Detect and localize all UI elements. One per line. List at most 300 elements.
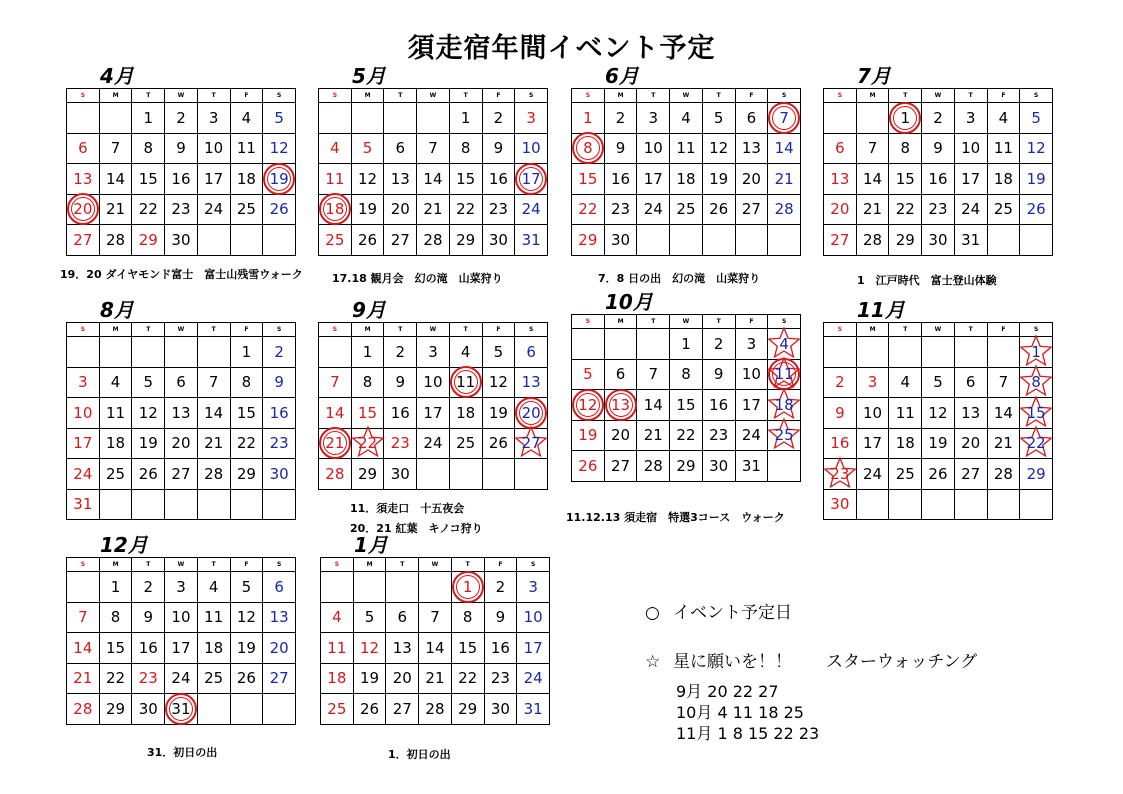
- day-number: 25: [327, 699, 347, 718]
- empty-cell: [954, 489, 987, 520]
- day-number: 9: [274, 373, 284, 392]
- day-cell: [449, 367, 482, 398]
- day-cell: [768, 164, 801, 195]
- day-number: 5: [933, 373, 943, 392]
- weekday-header: F: [987, 89, 1020, 103]
- day-cell: [889, 103, 922, 134]
- day-cell: [351, 428, 384, 459]
- day-cell: [230, 164, 263, 195]
- day-number: 7: [430, 608, 440, 627]
- empty-cell: [353, 572, 386, 603]
- day-number: 28: [73, 699, 93, 718]
- empty-cell: [449, 459, 482, 490]
- day-number: 21: [73, 669, 93, 688]
- month-calendar: [823, 64, 1053, 256]
- day-cell: [922, 428, 955, 459]
- day-number: 12: [578, 395, 598, 414]
- day-cell: [824, 164, 857, 195]
- day-number: 6: [176, 373, 186, 392]
- day-cell: [824, 489, 857, 520]
- day-number: 24: [643, 200, 663, 219]
- day-number: 27: [830, 230, 850, 249]
- month-calendar: [66, 298, 296, 520]
- day-cell: [197, 459, 230, 490]
- day-cell: [735, 194, 768, 225]
- day-cell: [197, 103, 230, 134]
- day-cell: [165, 459, 198, 490]
- day-cell: [67, 164, 100, 195]
- day-cell: [702, 164, 735, 195]
- day-number: 21: [993, 434, 1013, 453]
- day-cell: [824, 459, 857, 490]
- day-number: 7: [78, 608, 88, 627]
- day-cell: [954, 428, 987, 459]
- day-number: 25: [106, 464, 126, 483]
- weekday-header: T: [197, 89, 230, 103]
- day-cell: [132, 398, 165, 429]
- day-cell: [670, 329, 703, 360]
- day-number: 13: [73, 169, 93, 188]
- day-cell: [954, 225, 987, 256]
- day-cell: [132, 663, 165, 694]
- day-cell: [419, 602, 452, 633]
- day-number: 13: [521, 373, 541, 392]
- day-cell: [230, 133, 263, 164]
- day-number: 18: [895, 434, 915, 453]
- day-cell: [922, 194, 955, 225]
- day-cell: [954, 459, 987, 490]
- day-number: 29: [456, 230, 476, 249]
- day-number: 20: [269, 638, 289, 657]
- day-number: 4: [900, 373, 911, 392]
- day-cell: [637, 390, 670, 421]
- day-number: 16: [611, 169, 631, 188]
- day-cell: [230, 194, 263, 225]
- day-cell: [572, 359, 605, 390]
- weekday-header: M: [99, 89, 132, 103]
- month-name: 11月: [857, 298, 905, 322]
- day-number: 11: [325, 169, 345, 188]
- caption-june: 7．8 日の出 幻の滝 山菜狩り: [598, 272, 761, 285]
- day-cell: [702, 103, 735, 134]
- day-number: 22: [456, 200, 476, 219]
- day-cell: [132, 133, 165, 164]
- day-cell: [670, 194, 703, 225]
- legend-star-label: 星に願いを！！ スターウォッチング: [673, 652, 978, 672]
- day-number: 7: [330, 373, 340, 392]
- day-number: 11: [676, 139, 696, 158]
- month-table: [66, 322, 296, 520]
- weekday-header: F: [230, 558, 263, 572]
- empty-cell: [165, 489, 198, 520]
- weekday-header: T: [449, 89, 482, 103]
- day-number: 8: [143, 139, 154, 158]
- day-cell: [386, 694, 419, 725]
- day-number: 7: [648, 365, 659, 384]
- day-cell: [99, 367, 132, 398]
- day-cell: [386, 602, 419, 633]
- day-number: 16: [830, 434, 850, 453]
- day-number: 27: [521, 434, 541, 453]
- day-number: 8: [362, 373, 373, 392]
- day-cell: [517, 602, 550, 633]
- day-number: 25: [236, 200, 256, 219]
- day-number: 8: [681, 365, 691, 384]
- day-number: 20: [961, 434, 981, 453]
- weekday-header: W: [922, 89, 955, 103]
- day-cell: [604, 359, 637, 390]
- day-number: 9: [495, 608, 506, 627]
- weekday-header: T: [889, 323, 922, 337]
- day-cell: [132, 103, 165, 134]
- day-cell: [99, 572, 132, 603]
- day-cell: [922, 459, 955, 490]
- day-number: 30: [269, 464, 289, 483]
- day-cell: [517, 572, 550, 603]
- month-table: [318, 88, 548, 256]
- day-cell: [263, 398, 296, 429]
- day-number: 21: [204, 434, 224, 453]
- day-cell: [637, 359, 670, 390]
- day-number: 17: [204, 169, 224, 188]
- day-number: 3: [176, 577, 186, 596]
- day-number: 12: [488, 373, 508, 392]
- day-cell: [165, 602, 198, 633]
- empty-cell: [165, 337, 198, 368]
- day-number: 8: [241, 373, 252, 392]
- day-cell: [165, 194, 198, 225]
- day-number: 13: [269, 608, 289, 627]
- day-number: 5: [713, 108, 724, 127]
- day-cell: [889, 164, 922, 195]
- day-number: 22: [676, 426, 696, 445]
- day-number: 12: [138, 403, 158, 422]
- day-number: 28: [643, 456, 663, 475]
- day-cell: [99, 133, 132, 164]
- empty-cell: [637, 329, 670, 360]
- day-number: 15: [895, 169, 915, 188]
- day-cell: [515, 398, 548, 429]
- month-table: [66, 88, 296, 256]
- day-cell: [230, 602, 263, 633]
- day-number: 28: [325, 464, 345, 483]
- day-number: 17: [643, 169, 663, 188]
- day-cell: [449, 398, 482, 429]
- weekday-header: S: [515, 89, 548, 103]
- day-cell: [99, 663, 132, 694]
- day-number: 5: [583, 365, 593, 384]
- weekday-header: T: [132, 323, 165, 337]
- empty-cell: [419, 572, 452, 603]
- day-cell: [954, 194, 987, 225]
- day-number: 20: [73, 200, 93, 219]
- day-number: 20: [741, 169, 761, 188]
- day-number: 21: [863, 200, 883, 219]
- day-number: 19: [1026, 169, 1046, 188]
- day-cell: [165, 633, 198, 664]
- day-cell: [319, 194, 352, 225]
- empty-cell: [197, 337, 230, 368]
- day-cell: [572, 103, 605, 134]
- day-cell: [67, 428, 100, 459]
- empty-cell: [230, 225, 263, 256]
- month-table: [320, 557, 550, 725]
- day-number: 20: [830, 200, 850, 219]
- day-number: 24: [521, 200, 541, 219]
- weekday-header: F: [484, 558, 517, 572]
- empty-cell: [417, 103, 450, 134]
- day-number: 30: [928, 230, 948, 249]
- day-number: 10: [863, 403, 883, 422]
- day-number: 10: [643, 139, 663, 158]
- empty-cell: [702, 225, 735, 256]
- day-number: 29: [138, 230, 158, 249]
- day-number: 3: [965, 108, 976, 127]
- day-number: 18: [456, 403, 476, 422]
- day-number: 10: [204, 139, 224, 158]
- day-cell: [449, 337, 482, 368]
- day-number: 14: [425, 638, 445, 657]
- day-cell: [384, 194, 417, 225]
- day-number: 14: [774, 139, 794, 158]
- day-cell: [230, 572, 263, 603]
- day-number: 30: [390, 464, 410, 483]
- weekday-header: M: [856, 323, 889, 337]
- day-number: 27: [171, 464, 191, 483]
- day-number: 20: [171, 434, 191, 453]
- day-number: 19: [928, 434, 948, 453]
- day-cell: [351, 133, 384, 164]
- day-number: 12: [360, 638, 380, 657]
- day-cell: [572, 194, 605, 225]
- day-number: 14: [106, 169, 126, 188]
- day-number: 11: [774, 365, 794, 384]
- day-cell: [515, 194, 548, 225]
- day-number: 14: [423, 169, 443, 188]
- day-cell: [670, 390, 703, 421]
- weekday-header: S: [67, 323, 100, 337]
- day-cell: [417, 194, 450, 225]
- day-cell: [417, 164, 450, 195]
- day-number: 11: [327, 638, 347, 657]
- day-number: 29: [676, 456, 696, 475]
- day-cell: [889, 428, 922, 459]
- weekday-header: T: [132, 89, 165, 103]
- day-cell: [319, 164, 352, 195]
- weekday-header: T: [197, 558, 230, 572]
- day-number: 27: [611, 456, 631, 475]
- day-cell: [987, 103, 1020, 134]
- day-number: 2: [933, 108, 943, 127]
- star-date-line-1: 9月 20 22 27: [676, 682, 779, 701]
- caption-april: 19．20 ダイヤモンド富士 富士山残雪ウォーク: [60, 268, 303, 281]
- day-number: 24: [961, 200, 981, 219]
- day-cell: [263, 194, 296, 225]
- day-cell: [482, 398, 515, 429]
- day-number: 15: [106, 638, 126, 657]
- day-number: 26: [709, 200, 729, 219]
- empty-cell: [768, 451, 801, 482]
- day-cell: [517, 663, 550, 694]
- day-cell: [197, 367, 230, 398]
- day-number: 27: [73, 230, 93, 249]
- weekday-header: T: [702, 315, 735, 329]
- day-cell: [451, 572, 484, 603]
- day-number: 16: [709, 395, 729, 414]
- empty-cell: [67, 103, 100, 134]
- day-number: 10: [521, 139, 541, 158]
- month-table: [571, 314, 801, 482]
- day-cell: [702, 359, 735, 390]
- day-number: 15: [236, 403, 256, 422]
- day-cell: [515, 428, 548, 459]
- day-number: 25: [456, 434, 476, 453]
- weekday-header: S: [319, 323, 352, 337]
- weekday-header: S: [572, 89, 605, 103]
- month-table: [571, 88, 801, 256]
- star-date-line-2: 10月 4 11 18 25: [676, 703, 804, 722]
- day-number: 3: [746, 334, 757, 353]
- day-number: 26: [236, 669, 256, 688]
- day-cell: [263, 164, 296, 195]
- month-calendar: [318, 64, 548, 256]
- day-cell: [987, 194, 1020, 225]
- day-number: 10: [73, 403, 93, 422]
- day-number: 17: [423, 403, 443, 422]
- day-cell: [99, 225, 132, 256]
- weekday-header: W: [670, 89, 703, 103]
- day-cell: [702, 133, 735, 164]
- legend-circle-label: イベント予定日: [673, 603, 792, 623]
- weekday-header: S: [1020, 89, 1053, 103]
- day-number: 3: [78, 373, 88, 392]
- day-cell: [824, 194, 857, 225]
- day-cell: [604, 164, 637, 195]
- day-cell: [1020, 459, 1053, 490]
- day-number: 30: [709, 456, 729, 475]
- day-number: 2: [493, 108, 504, 127]
- month-calendar: [571, 290, 801, 482]
- day-cell: [922, 103, 955, 134]
- day-number: 14: [204, 403, 224, 422]
- day-number: 5: [241, 577, 252, 596]
- day-cell: [922, 367, 955, 398]
- day-number: 15: [676, 395, 696, 414]
- day-cell: [230, 428, 263, 459]
- day-number: 27: [741, 200, 761, 219]
- day-cell: [197, 572, 230, 603]
- day-number: 21: [423, 200, 443, 219]
- day-number: 26: [928, 464, 948, 483]
- weekday-header: T: [132, 558, 165, 572]
- day-number: 23: [830, 464, 850, 483]
- empty-cell: [1020, 225, 1053, 256]
- empty-cell: [132, 337, 165, 368]
- day-cell: [1020, 164, 1053, 195]
- day-number: 21: [643, 426, 663, 445]
- day-cell: [132, 633, 165, 664]
- day-number: 29: [578, 230, 598, 249]
- day-number: 9: [143, 608, 154, 627]
- day-number: 20: [611, 426, 631, 445]
- day-number: 9: [395, 373, 406, 392]
- day-number: 1: [681, 334, 691, 353]
- day-number: 11: [204, 608, 224, 627]
- day-number: 24: [171, 669, 191, 688]
- day-cell: [132, 459, 165, 490]
- day-cell: [165, 367, 198, 398]
- weekday-header: T: [451, 558, 484, 572]
- day-number: 16: [490, 638, 510, 657]
- day-number: 30: [490, 699, 510, 718]
- day-cell: [637, 451, 670, 482]
- day-number: 27: [269, 669, 289, 688]
- day-cell: [768, 103, 801, 134]
- day-cell: [484, 633, 517, 664]
- day-cell: [197, 398, 230, 429]
- day-cell: [230, 663, 263, 694]
- day-cell: [67, 459, 100, 490]
- empty-cell: [319, 337, 352, 368]
- day-cell: [484, 602, 517, 633]
- day-number: 25: [774, 426, 794, 445]
- day-number: 25: [325, 230, 345, 249]
- empty-cell: [482, 459, 515, 490]
- day-cell: [417, 428, 450, 459]
- caption-july: 1 江戸時代 富士登山体験: [857, 274, 997, 287]
- day-number: 10: [423, 373, 443, 392]
- day-number: 30: [611, 230, 631, 249]
- day-number: 14: [863, 169, 883, 188]
- weekday-header: S: [1020, 323, 1053, 337]
- day-number: 11: [456, 373, 476, 392]
- day-cell: [670, 103, 703, 134]
- day-number: 19: [358, 200, 378, 219]
- day-cell: [824, 398, 857, 429]
- day-number: 19: [578, 426, 598, 445]
- day-cell: [230, 398, 263, 429]
- day-cell: [954, 133, 987, 164]
- day-number: 4: [241, 108, 252, 127]
- month-name: 7月: [857, 64, 891, 88]
- day-number: 22: [578, 200, 598, 219]
- day-cell: [856, 194, 889, 225]
- day-cell: [99, 459, 132, 490]
- day-cell: [484, 572, 517, 603]
- day-number: 16: [269, 403, 289, 422]
- day-number: 24: [741, 426, 761, 445]
- day-cell: [67, 367, 100, 398]
- day-number: 12: [358, 169, 378, 188]
- day-number: 2: [713, 334, 724, 353]
- weekday-header: W: [165, 558, 198, 572]
- day-number: 12: [236, 608, 256, 627]
- weekday-header: W: [165, 89, 198, 103]
- month-calendar: [320, 533, 550, 725]
- month-calendar: [66, 533, 296, 725]
- day-number: 17: [171, 638, 191, 657]
- day-cell: [449, 194, 482, 225]
- day-number: 6: [615, 365, 626, 384]
- day-number: 27: [392, 699, 412, 718]
- day-cell: [197, 602, 230, 633]
- day-number: 26: [269, 200, 289, 219]
- day-cell: [386, 633, 419, 664]
- day-cell: [572, 451, 605, 482]
- day-cell: [451, 694, 484, 725]
- month-table: [823, 322, 1053, 520]
- month-calendar: [571, 64, 801, 256]
